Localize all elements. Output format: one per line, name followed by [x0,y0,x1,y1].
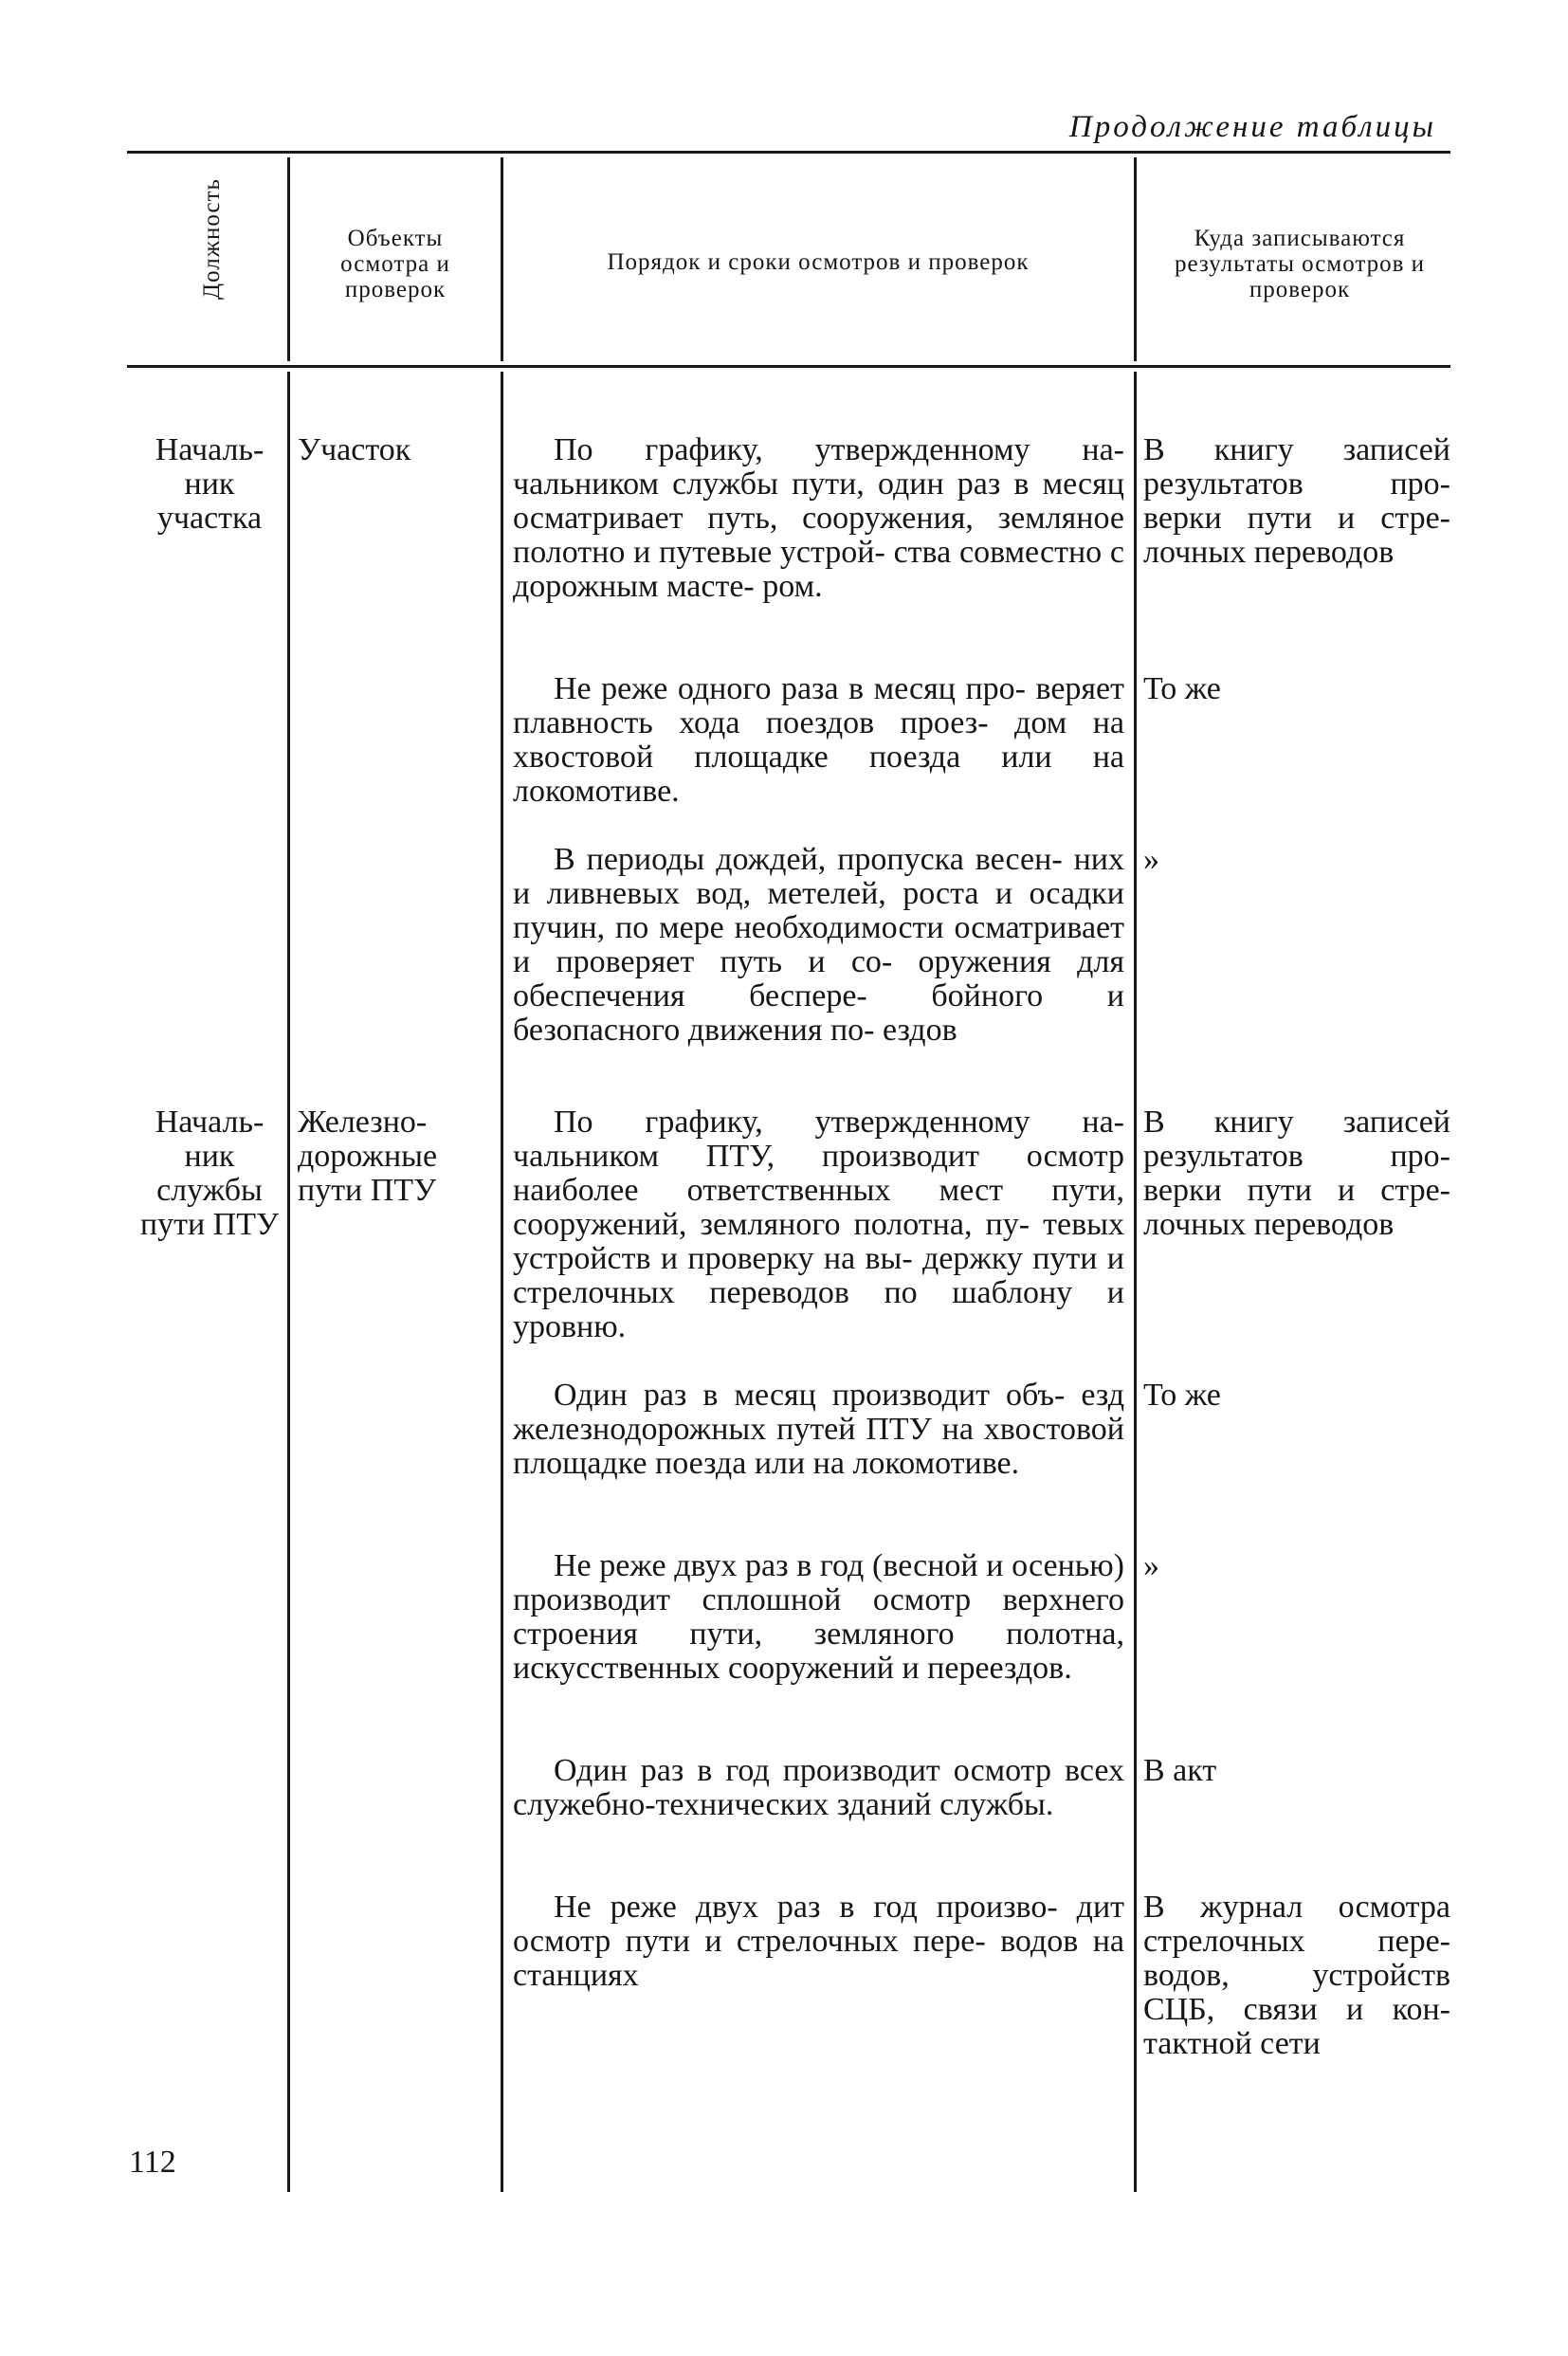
column-divider-1 [287,157,290,361]
procedure-entry: В периоды дождей, пропуска весен- них и ливневых вод, метелей, роста и осадки пучин, по мере необходимости осматривает и проверяет путь и со- оружения для обеспечения беспере- бойного и безопасного движения по- ездов [513,842,1124,1048]
row-position: Началь- ник участка [155,432,264,536]
column-divider-3-body [1134,372,1137,2192]
procedure-entry: Один раз в год производит осмотр всех служебно-технических зданий службы. [513,1753,1124,1822]
procedure-entry: Один раз в месяц производит объ- езд железнодорожных путей ПТУ на хвостовой площадке поезда или на локомотиве. [513,1378,1124,1481]
table-continuation-caption: Продолжение таблицы [1068,110,1436,144]
record-entry-ditto: » [1143,842,1159,877]
row-object: Участок [298,432,411,467]
record-entry: То же [1143,671,1221,706]
record-entry: То же [1143,1378,1221,1413]
header-position: Должность [199,178,225,300]
record-entry-ditto: » [1143,1548,1159,1583]
procedure-entry: Не реже двух раз в год произво- дит осмотр пути и стрелочных пере- водов на станциях [513,1890,1124,1993]
column-divider-2 [501,157,503,361]
column-divider-1-body [287,372,290,2192]
column-divider-2-body [501,372,503,2192]
page-number: 112 [129,2145,176,2180]
procedure-entry: Не реже одного раза в месяц про- веряет плавность хода поездов проез- дом на хвостовой площадке поезда или на локомотиве. [513,671,1124,809]
row-position: Началь- ник службы пути ПТУ [139,1105,280,1242]
header-objects: Объекты осмотра и проверок [340,226,450,302]
record-entry: В книгу записей результатов про- верки пути и стре- лочных переводов [1143,432,1450,570]
record-entry: В журнал осмотра стрелочных пере- водов, устройств СЦБ, связи и кон- тактной сети [1143,1890,1450,2061]
row-object: Железно- дорожные пути ПТУ [298,1105,438,1208]
procedure-entry: Не реже двух раз в год (весной и осенью) производит сплошной осмотр верхнего строения пути, земляного полотна, искусственных сооружений и переездов. [513,1548,1124,1686]
column-divider-3 [1134,157,1137,361]
procedure-entry: По графику, утвержденному на- чальником службы пути, один раз в месяц осматривает путь, сооружения, земляное полотно и путевые устрой- ства совместно с дорожным масте- ром. [513,432,1124,604]
record-entry: В акт [1143,1753,1217,1788]
procedure-entry: По графику, утвержденному на- чальником ПТУ, производит осмотр наиболее ответственных мест пути, сооружений, земляного полотна, пу- тевых устройств и проверку на вы- держку пути и стрелочных переводов по шаблону и уровню. [513,1105,1124,1344]
header-procedure: Порядок и сроки осмотров и проверок [607,249,1030,275]
header-top-rule [127,151,1450,154]
header-bottom-rule [127,365,1450,368]
header-records: Куда записываются результаты осмотров и проверок [1174,226,1426,302]
record-entry: В книгу записей результатов про- верки пути и стре- лочных переводов [1143,1105,1450,1242]
